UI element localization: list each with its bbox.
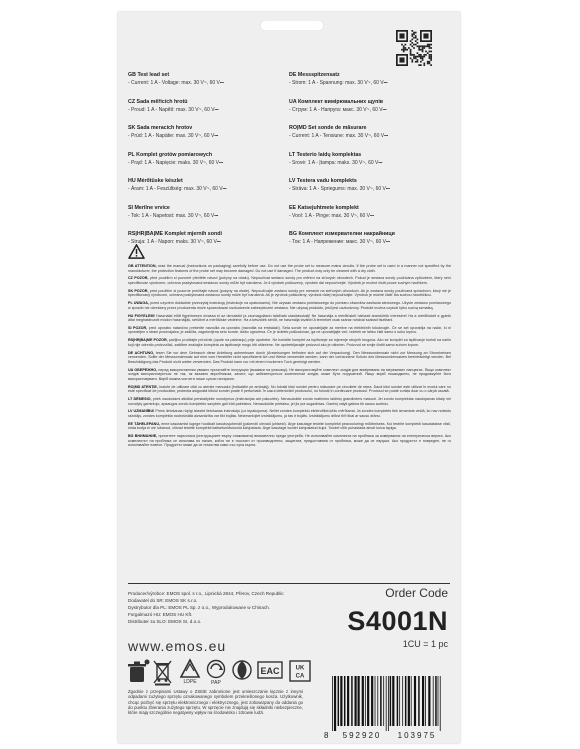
warning-text: enne kasutamist lugege hoolikalt kasutusjuhendit (pakendil olevaid juhiseid). Ärge kasutage testrite komplekti peavooluringi mõõtmiseks. Kui testrite komplekti kasutatakse viisil, mida tootja ei ole lubanud, võivad testrite komplekti kaitsefunktsioonid kahjustada. Ärge kasutage toodet kahjustatud kujul. Toodet võib puhastada ainult kuiva lapiga. <box>128 421 451 431</box>
warning-code: DE ACHTUNG, <box>128 350 155 355</box>
svg-text:LDPE: LDPE <box>183 679 197 685</box>
language-code: DE <box>289 72 297 78</box>
warning-code: HU FIGYELEM! <box>128 313 155 318</box>
product-spec: - Ток: 1 A - Напрежение: макс. 30 V~, 60 V⎓ <box>289 239 390 245</box>
qr-code-icon <box>396 30 432 66</box>
language-block-cz <box>128 98 297 126</box>
warning-code: LT DĖMESIO, <box>128 396 152 401</box>
language-block-ua <box>289 99 455 126</box>
recycle-triangle-icon <box>181 660 199 685</box>
trash-bin-icon <box>128 660 150 683</box>
warning-code: PL UWAGA, <box>128 301 149 306</box>
warning-text: pred použitím si pozorne prečítajte návod (pokyny na obale). Nepoužívajte zostavu sondy pre meranie na sieťových obvodoch. Ak je zostava sondy používaná spôsobom, ktorý nie je špecifikovaný výrobcom, ochrana poskytovaná zostavou sondy môže byť narušená. Ak je výrobok poškodený, výrobok ďalej nepoužívajte. Výrobok je možné čistiť iba suchou handričkou. <box>128 288 451 298</box>
product-spec: - Vool: 1 A - Pinge: max. 30 V~, 60 V⎓ <box>289 212 375 219</box>
language-block-rs-hr-ba-me <box>128 231 294 258</box>
warning-text: před použitím si pozorně přečtěte návod (pokyny na obalu). Nepoužívat sestavu sondy pro měření na síťových obvodech. Pokud je sestava sondy používána způsobem, který není specifikován výrobcem, ochrana poskytovaná sestavou sondy může být narušena. Je-li výrobek poškozený, výrobek dál nepoužívejte. Výrobek je možné čistit pouze suchým hadříkem. <box>128 276 451 285</box>
warning-triangle-icon <box>128 244 145 259</box>
warning-code: SI POZOR, <box>128 325 148 330</box>
warning-paragraph <box>128 301 451 310</box>
product-spec: - Áram: 1 A - Feszültség: max. 30 V~, 60 V⎓ <box>128 186 227 192</box>
safety-warnings <box>128 264 451 451</box>
warning-paragraph <box>128 409 451 418</box>
languages-left-column <box>128 72 297 258</box>
language-block-pl <box>128 152 294 179</box>
language-title <box>128 72 297 79</box>
product-name: Test lead set <box>137 72 170 78</box>
barcode-digits-right: 103975 <box>397 731 437 740</box>
language-code: PL <box>128 151 135 158</box>
hang-hole <box>260 20 324 31</box>
unit-info: 1CU = 1 pc <box>402 639 448 649</box>
language-code: LV <box>289 178 296 184</box>
warning-paragraph <box>128 397 451 406</box>
language-code: RS|HR|BA|ME <box>128 231 164 237</box>
order-code: S4001N <box>347 606 448 636</box>
eac-mark-icon <box>258 662 282 678</box>
warning-code: UA ОБЕРЕЖНО, <box>128 367 158 372</box>
product-spec: - Proud: 1 A - Napětí: max. 30 V~, 60 V⎓ <box>128 106 219 113</box>
product-name: Комплект вимірювальних щупів <box>297 98 384 105</box>
language-code: GB <box>128 72 136 78</box>
language-title <box>289 152 455 159</box>
language-title <box>289 125 455 132</box>
language-title <box>128 98 297 106</box>
warning-paragraph <box>128 351 451 365</box>
language-code: LT <box>289 151 296 158</box>
product-spec: - Prąd: 1 A - Napięcie: maks. 30 V~, 60 V⎓ <box>128 159 224 166</box>
warning-paragraph <box>128 385 451 394</box>
svg-text:PAP: PAP <box>211 680 221 686</box>
product-spec: - Струм: 1 A - Напруга: макс. 30 V~, 60 V⎓ <box>289 106 387 113</box>
language-title <box>128 178 294 185</box>
svg-text:EAC: EAC <box>260 666 280 676</box>
ukca-mark-icon <box>290 661 310 681</box>
product-name: Merilne vrvice <box>134 204 170 211</box>
svg-text:UK: UK <box>295 665 305 672</box>
producer-line: Forgalmazó HU: EMOS HU Kft. <box>128 612 193 617</box>
product-name: Katsejuhtmete komplekt <box>297 204 359 211</box>
product-spec: - Srovė: 1 A - Įtampa: maks. 30 V~, 60 V⎓ <box>289 159 383 166</box>
order-code-label: Order Code <box>385 586 448 600</box>
language-block-ee <box>289 205 455 232</box>
warning-code: CZ POZOR, <box>128 276 149 281</box>
language-block-bg <box>289 231 455 258</box>
warning-paragraph <box>128 276 451 285</box>
producer-line: Dodavatel do SR: EMOS SK s.r.o. <box>128 598 198 603</box>
package-card <box>118 12 460 743</box>
warning-text: Pirms lietošanas rūpīgi izlasiet lietošanas instrukciju (uz iepakojuma). Neliet zondes komplektu elektrotīkla ķēžu mērīšanai. Ja zondes komplekts tiek izmantots veidā, ko nav noteicis ražotājs, zondes komplekta nodrošinātā aizsardzība var tikt bojāta. Neizmantojiet izstrādājumu, ja tas ir bojāts. Izstrādājumu drīkst tīrīt tikai ar sausu drānu. <box>128 409 451 418</box>
language-block-lv <box>289 178 455 205</box>
divider <box>128 583 450 584</box>
language-code: HU <box>128 178 136 184</box>
warning-paragraph <box>128 338 451 347</box>
product-name: Komplet grotów pomiarowych <box>136 151 213 158</box>
language-block-sk <box>128 125 294 152</box>
warning-paragraph <box>128 326 451 335</box>
product-name: Set sonde de măsurare <box>308 125 367 131</box>
product-name: Sada meracích hrotov <box>136 125 193 131</box>
warning-paragraph <box>128 422 451 431</box>
language-code: RO|MD <box>289 125 307 131</box>
language-title <box>128 125 294 132</box>
language-code: UA <box>289 98 297 105</box>
language-title <box>128 152 294 159</box>
warning-code: LV UZMANĪBU! <box>128 409 155 414</box>
recycling-notice: Zgodnie z przepisami Ustawy o ZSEiE zabronione jest umieszczanie łącznie z innymi odpadami zużytego sprzętu oznakowanego symbolem przekreślonego kosza. Użytkownik, chcąc pozbyć się sprzętu elektronicznego i elektrycznego, jest zobowiązany do oddania go do punktu zbierania zużytego sprzętu. W sprzęcie nie znajdują się składniki niebezpieczne, które mają szczególnie negatywny wpływ na środowisko i zdrowie ludzi. <box>128 689 303 716</box>
language-code: BG <box>289 231 297 237</box>
warning-code: BG ВНИМАНИЕ, <box>128 434 158 439</box>
producer-line: Producer/výrobce: EMOS spol. s r.o., Lipnická 2844, Přerov, Czech Republic <box>128 591 284 596</box>
language-title <box>128 231 294 238</box>
warning-text: pred uporabo natančno preberite navodila za uporabo (navodila na embalaži). Seta sonde ne uporabljajte za meritve na električnih tokokrogih. Če se set uporablja na način, ki ni opredeljen s strani proizvajalca, je zaščita, zagotovljena setu sonde, lahko ogrožena. Če je izdelek poškodovan, ga ne uporabljajte več. Izdelek se lahko čisti samo s suho krpico. <box>128 325 451 335</box>
product-name: Messspitzensatz <box>297 72 340 78</box>
product-spec: - Current: 1 A - Voltage: max. 30 V~, 60 V⎓ <box>128 80 224 86</box>
warning-paragraph <box>128 264 451 273</box>
warning-text: înainte de utilizare citiți cu atenție manualul (indicațiile pe ambalaj). Nu folosiți kitul sondei pentru măsurare pe circuitele de rețea. Dacă kitul sondei este utilizat în modul care nu este specificat de producător, protecția asigurată kitului sondei poate fi perturbată. În cazul deteriorării produsului, nu folosiți în continuare produsul. Produsul se poate curăța doar cu o cârpă uscată. <box>128 384 451 394</box>
language-code: SK <box>128 125 136 131</box>
barcode-digit-first: 8 <box>324 731 329 740</box>
warning-paragraph <box>128 314 451 323</box>
product-spec: - Struja: 1 A - Napon: maks. 30 V~, 60 V⎓ <box>128 239 221 245</box>
language-code: SI <box>128 204 134 211</box>
ean-barcode <box>322 674 452 740</box>
language-title <box>289 231 455 238</box>
language-block-si <box>128 204 297 232</box>
warning-code: GB ATTENTION, <box>128 264 157 268</box>
product-spec: - Tok: 1 A - Napetost: max. 30 V~, 60 V⎓ <box>128 212 219 219</box>
language-title <box>289 99 455 106</box>
language-title <box>128 204 297 212</box>
warning-text: pažljivo pročitajte priručnik (upute na pakiranju) prije upotrebe. Ne koristite komplet za ispitivanje za mjerenje strujnih krugova. Ako se komplet za ispitivanje koristi na način koji nije odredio proizvođač, zaštitne značajke kompleta za ispitivanje mogu biti oštećene. Ne upotrebljavajte proizvod ako je oštećen. Proizvod se smije čistiti samo suhom krpom. <box>128 338 451 347</box>
cardboard-recycling-icon <box>208 661 225 687</box>
producer-info <box>128 590 328 625</box>
language-block-ro-md <box>289 125 455 152</box>
language-block-lt <box>289 152 455 179</box>
product-spec: - Prúd: 1 A - Napätie: max. 30 V~, 60 V⎓ <box>128 133 219 139</box>
product-name: Komplet mjernih sondi <box>164 231 222 237</box>
languages-right-column <box>289 72 455 258</box>
warning-paragraph <box>128 289 451 298</box>
product-name: Testerio laidų komplektas <box>296 151 362 158</box>
warning-code: RS|HR|BA|ME POZOR, <box>128 338 168 343</box>
certification-icons <box>128 658 318 686</box>
warning-text: Használat előtt figyelmesen olvassa el az útmutatót (a csomagoláson található utasításokat)! Ne használja a mérőtüskét hálózati áramkörök mérésére! Ha a mérőtüskét a gyártó által meghatározott módon használják, sérülhet a mérőtüske védelme. Ha a készülék sérült, ne használja tovább! A terméket csak száraz ruhával szabad tisztítani. <box>128 313 451 323</box>
product-name: Mérőtüske készlet <box>137 178 183 184</box>
barcode-digits-left: 592920 <box>342 731 382 740</box>
language-block-gb <box>128 72 297 99</box>
producer-line: Distributer za SLO: EMOS SI, d.o.o. <box>128 619 202 624</box>
warning-code: SK POZOR, <box>128 288 149 293</box>
website-url: www.emos.eu <box>128 638 227 654</box>
warning-text: прочетете наръчника (инструкциите върху опаковката) внимателно преди употреба. Не използвайте комплекта на пробника за измервания на електрическа верига. Ако комплектът на пробника се използва по начин, който не е посочен от производителя, защитата, предоставяна от пробника, може да се наруши. Ако продуктът е повреден, не го използвайте повече. Продуктът може да се почиства само със суха кърпа. <box>128 434 451 448</box>
language-block-de <box>289 72 455 99</box>
green-dot-icon <box>233 661 251 679</box>
warning-text: read the manual (instructions on packaging) carefully before use. Do not use the probe set to measure mains circuits. If the probe set is used in a manner not specified by the manufacturer, the protection features of the probe set may become damaged. Do not use if damaged. The product may only be cleaned with a dry cloth. <box>128 264 451 273</box>
language-code: CZ <box>128 98 136 105</box>
product-name: Sada měřicích hrotů <box>136 98 188 105</box>
warning-code: EE TÄHELEPANU, <box>128 421 161 426</box>
product-name: Testera vadu komplekts <box>296 178 357 184</box>
warning-text: перед використанням уважно прочитайте інструкцію (вказівки на упаковці). Не використовуйте комплект зондів для вимірювань на мережевих ланцюгах. Якщо комплект зондів використовується не так, як вказано виробником, захист, що забезпечується комплектом зондів, може бути порушений. Якщо виріб пошкоджено, не продовжуйте його використовувати. Виріб можна чистити лише сухою ганчіркою. <box>128 367 451 381</box>
warning-text: prieš naudodami atidžiai perskaitykite nurodymus (instrukcijas ant pakuotės). Nenaudokite zondo matinimo laidinių grandinėms matuoti. Jei zondo komplektas naudojamas kitaip nei nurodytų gamintojo, apsaugos zondo komplekto savybės gali būti pažeistos. Nenaudokite prietaiso, jei jis yra sugadintas. Gaminį valyti galima tik sausu audiniu. <box>128 396 451 406</box>
language-code: EE <box>289 204 297 211</box>
language-block-hu <box>128 178 294 205</box>
warning-text: lesen Sie vor dem Gebrauch diese Anleitung aufmerksam durch (Anweisungen befinden sich auf der Verpackung). Den Messsondensatz nicht zur Messung an Stromkreisen verwenden. Sollte der Messsondensatz auf eine vom Hersteller nicht spezifizierte Art und Weise verwendet werden, kann der vorhandene Schutz des Messsondensatzes beeinträchtigt werden. Bei Beschädigung das Produkt nicht weiter verwenden. Das Produkt kann nur mit einem trockenen Tuch gereinigt werden. <box>128 350 451 364</box>
product-spec: - Current: 1 A - Tensiune: max. 30 V~, 60 V⎓ <box>289 133 389 139</box>
weee-crossed-bin-icon <box>154 661 171 686</box>
product-name: Комплект измервателни накрайници <box>298 231 395 237</box>
warning-text: przed użyciem dokładnie przeczytaj instrukcję (instrukcje na opakowaniu). Nie używać zestawu pomiarowego do pomiaru obwodów zasilania sieciowego. Użycie zestawu pomiarowego w sposób nie określony przez producenta może spowodować uszkodzenie zabezpieczeń zestawu. Nie używaj produktu, jeśli jest uszkodzony. Produkt można czyścić tylko suchą szmatką. <box>128 301 451 310</box>
producer-line: Dystrybutor dla PL: EMOS PL Sp. z o.o., Wyprodukowane w Chinach. <box>128 605 271 610</box>
warning-paragraph <box>128 368 451 382</box>
product-spec: - Strāva: 1 A - Spriegums: max. 30 V~, 60 V⎓ <box>289 186 390 192</box>
language-title <box>289 72 455 79</box>
warning-code: RO|MD ATENȚIE, <box>128 384 158 389</box>
warning-paragraph <box>128 434 451 448</box>
language-title <box>289 178 455 185</box>
product-spec: - Strom: 1 A - Spannung: max. 30 V~, 60 V⎓ <box>289 80 388 86</box>
svg-text:CA: CA <box>295 673 305 680</box>
language-title <box>289 205 455 212</box>
